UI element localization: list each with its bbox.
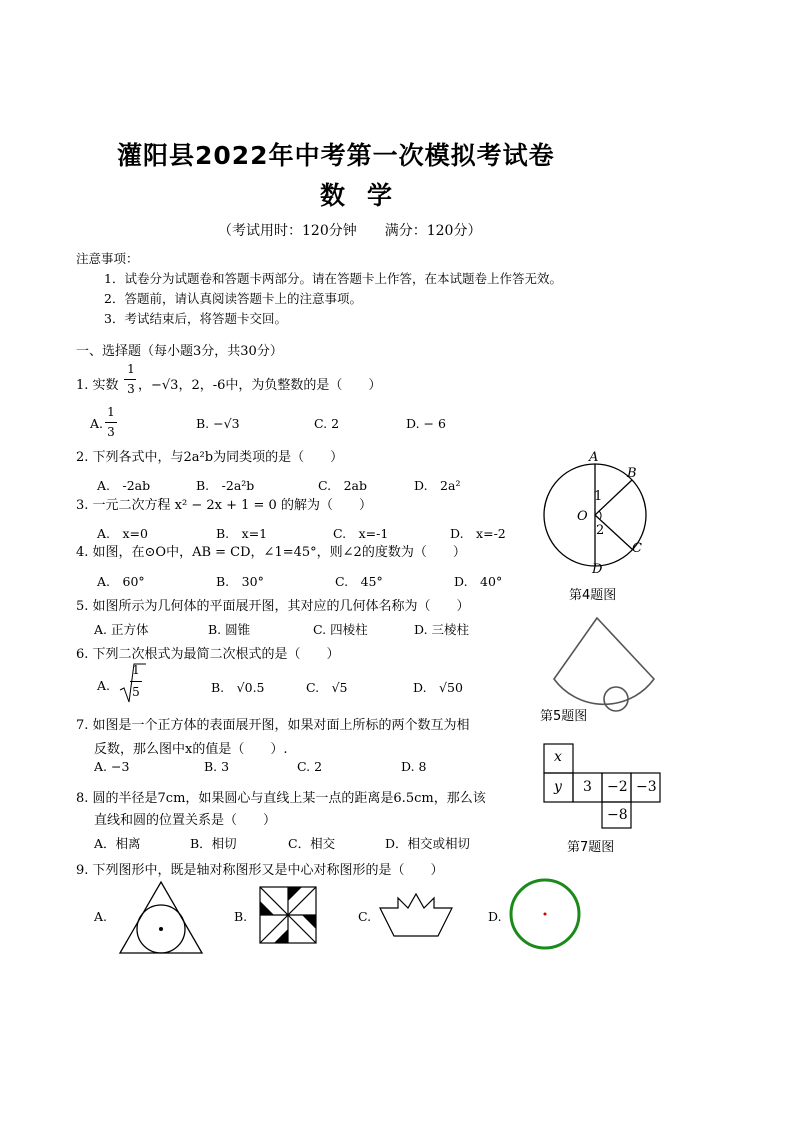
q6-option-d[interactable]: D. √50 xyxy=(413,680,463,695)
q1-fraction-bar xyxy=(124,379,136,380)
question-7-text-line1: 7. 如图是一个正方体的表面展开图，如果对面上所标的两个数互为相 xyxy=(76,718,470,733)
question-3-text: 3. 一元二次方程 x² − 2x + 1 = 0 的解为（ ） xyxy=(76,498,372,513)
q2-option-a[interactable]: A. -2ab xyxy=(97,478,151,493)
fig4-angle-1: 1 xyxy=(594,489,603,504)
q6-a-numerator: 1 xyxy=(132,663,140,677)
q9-option-c[interactable]: C. xyxy=(358,909,372,924)
q8-option-d[interactable]: D．相交或相切 xyxy=(385,836,471,851)
fig7-cell-3: 3 xyxy=(583,779,592,795)
question-6-text: 6. 下列二次根式为最简二次根式的是（ ） xyxy=(76,647,340,662)
q7-option-b[interactable]: B. 3 xyxy=(204,759,230,774)
note-item: 3．考试结束后，将答题卡交回。 xyxy=(104,311,287,326)
q1-fraction-numerator: 1 xyxy=(127,362,135,376)
question-9-text: 9. 下列图形中，既是轴对称图形又是中心对称图形的是（ ） xyxy=(76,863,444,878)
q1-option-c[interactable]: C. 2 xyxy=(314,416,340,431)
q1-a-denominator: 3 xyxy=(107,425,115,439)
subject-title: 数学 xyxy=(320,181,415,210)
q6-a-denominator: 5 xyxy=(132,685,140,699)
figure-5-cone-net xyxy=(548,613,660,715)
q8-option-a[interactable]: A．相离 xyxy=(94,836,141,851)
q3-option-a[interactable]: A. x=0 xyxy=(97,526,148,541)
fig4-angle-2: 2 xyxy=(596,523,605,538)
q9-option-a[interactable]: A. xyxy=(94,909,108,924)
q2-option-b[interactable]: B. -2a²b xyxy=(196,478,255,493)
q3-option-d[interactable]: D. x=-2 xyxy=(450,526,506,541)
section-title: 一、选择题（每小题3分，共30分） xyxy=(76,344,283,359)
fig4-label-a: A xyxy=(589,450,599,465)
q2-option-c[interactable]: C. 2ab xyxy=(318,478,367,493)
question-2-text: 2. 下列各式中，与2a²b为同类项的是（ ） xyxy=(76,450,344,465)
q5-option-a[interactable]: A. 正方体 xyxy=(94,622,149,637)
q1-option-a[interactable]: A. xyxy=(90,416,104,431)
question-8-text-line1: 8. 圆的半径是7cm，如果圆心与直线上某一点的距离是6.5cm，那么该 xyxy=(76,791,486,806)
fig7-cell-neg3: −3 xyxy=(636,779,657,795)
fig4-label-c: C xyxy=(632,541,642,556)
q1-option-d[interactable]: D. − 6 xyxy=(406,416,446,431)
q8-option-b[interactable]: B．相切 xyxy=(190,836,237,851)
question-8-text-line2: 直线和圆的位置关系是（ ） xyxy=(94,813,277,828)
q9-pinwheel-figure[interactable] xyxy=(259,886,317,944)
q8-option-c[interactable]: C．相交 xyxy=(288,836,336,851)
q1-a-numerator: 1 xyxy=(107,405,115,419)
fig7-cell-neg8: −8 xyxy=(607,807,628,823)
q6-option-a[interactable]: A. xyxy=(97,678,111,693)
q4-option-d[interactable]: D. 40° xyxy=(454,574,503,589)
q3-option-b[interactable]: B. x=1 xyxy=(216,526,268,541)
question-1-text: ，−√3，2，-6中，为负整数的是（ ） xyxy=(138,378,382,393)
fig4-label-o: O xyxy=(577,509,588,524)
q5-option-d[interactable]: D. 三棱柱 xyxy=(414,622,470,637)
q7-option-c[interactable]: C. 2 xyxy=(297,759,323,774)
q9-boat-figure[interactable] xyxy=(378,892,454,940)
q6-a-fraction-bar xyxy=(130,681,142,682)
page-title: 灌阳县2022年中考第一次模拟考试卷 xyxy=(117,141,555,170)
exam-info: （考试用时：120分钟 满分：120分） xyxy=(218,223,482,239)
fig7-cell-neg2: −2 xyxy=(607,779,628,795)
q6-option-b[interactable]: B. √0.5 xyxy=(211,680,265,695)
figure-7-caption: 第7题图 xyxy=(567,840,615,855)
question-1-prefix: 1. 实数 xyxy=(76,378,119,393)
figure-4-caption: 第4题图 xyxy=(569,588,617,603)
notes-heading: 注意事项： xyxy=(76,251,139,266)
fig7-cell-y: y xyxy=(554,779,562,795)
note-item: 1．试卷分为试题卷和答题卡两部分。请在答题卡上作答，在本试题卷上作答无效。 xyxy=(104,271,562,286)
q7-option-d[interactable]: D. 8 xyxy=(401,759,427,774)
q1-fraction-denominator: 3 xyxy=(127,382,135,396)
q5-option-b[interactable]: B. 圆锥 xyxy=(208,622,251,637)
fig4-label-d: D xyxy=(592,562,603,577)
figure-5-caption: 第5题图 xyxy=(540,709,588,724)
q1-a-fraction-bar xyxy=(105,422,117,423)
q4-option-c[interactable]: C. 45° xyxy=(335,574,383,589)
q2-option-d[interactable]: D. 2a² xyxy=(414,478,461,493)
q7-option-a[interactable]: A. −3 xyxy=(94,759,130,774)
note-item: 2．答题前，请认真阅读答题卡上的注意事项。 xyxy=(104,291,362,306)
q9-green-circle-figure[interactable] xyxy=(509,878,581,950)
fig7-cell-x: x xyxy=(554,749,562,765)
q4-option-a[interactable]: A. 60° xyxy=(97,574,145,589)
q1-option-b[interactable]: B. −√3 xyxy=(196,416,240,431)
question-7-text-line2: 反数，那么图中x的值是（ ）. xyxy=(94,742,288,757)
q9-option-d[interactable]: D. xyxy=(488,909,502,924)
fig4-label-b: B xyxy=(627,466,637,481)
q9-triangle-incircle-figure[interactable] xyxy=(118,880,204,956)
q5-option-c[interactable]: C. 四棱柱 xyxy=(313,622,368,637)
question-5-text: 5. 如图所示为几何体的平面展开图，其对应的几何体名称为（ ） xyxy=(76,599,470,614)
q6-option-c[interactable]: C. √5 xyxy=(306,680,348,695)
question-4-text: 4. 如图，在⊙O中，AB = CD，∠1=45°，则∠2的度数为（ ） xyxy=(76,545,466,560)
q3-option-c[interactable]: C. x=-1 xyxy=(333,526,389,541)
q4-option-b[interactable]: B. 30° xyxy=(216,574,264,589)
q9-option-b[interactable]: B. xyxy=(234,909,248,924)
